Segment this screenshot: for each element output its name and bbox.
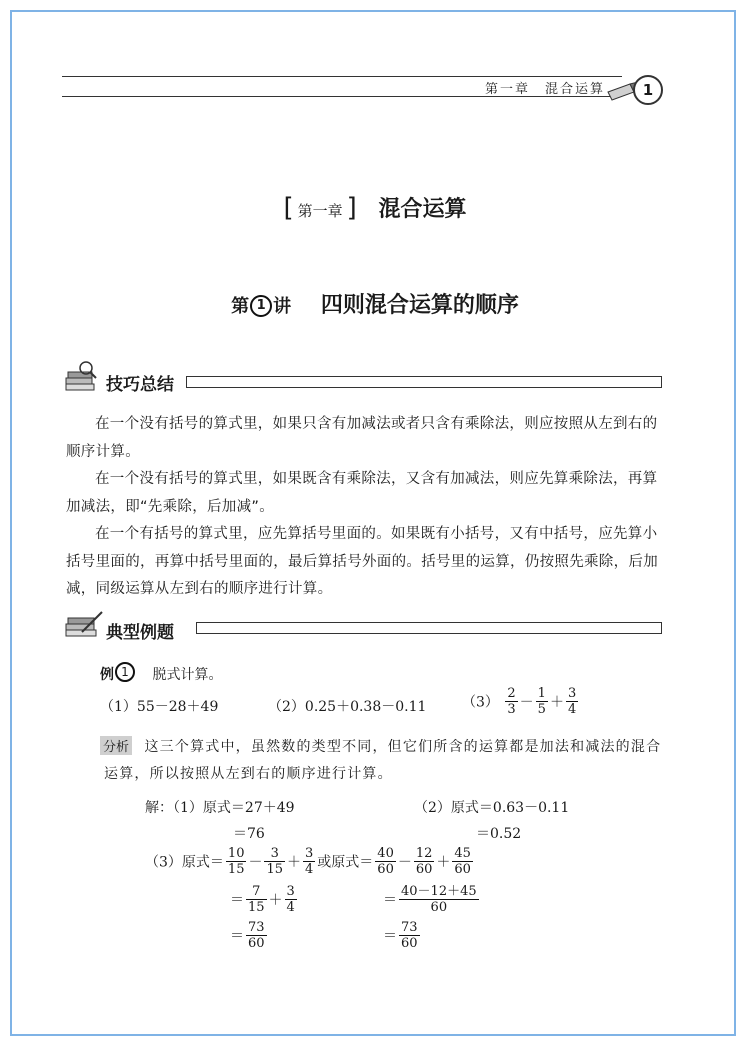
- operator: －: [248, 854, 263, 871]
- examples-section-header: [68, 616, 662, 643]
- analysis-line-1: [100, 736, 661, 756]
- fraction: [246, 920, 267, 951]
- running-header: 第一章 混合运算: [484, 82, 605, 97]
- solution-3-label: （3）原式＝: [145, 854, 224, 871]
- operator: ＋: [287, 854, 302, 871]
- denominator: 15: [266, 862, 284, 877]
- denominator: 4: [305, 862, 314, 877]
- skills-paragraph-3: 在一个有括号的算式里，应先算括号里面的。如果既有小括号，又有中括号，应先算小括号里面的，再算中括号里面的，最后算括号外面的。括号里的运算，仍按照先乘除，后加减，同级运算从左到右的顺序进行计算。: [66, 526, 658, 597]
- lecture-number: 1: [250, 295, 272, 317]
- lecture-title: 四则混合运算的顺序: [320, 293, 519, 318]
- operator: ＋: [436, 854, 451, 871]
- fraction: [264, 846, 285, 877]
- analysis-tag: 分析: [100, 736, 132, 755]
- equals: ＝: [230, 928, 244, 945]
- fraction: [452, 846, 473, 877]
- lecture-prefix-left: 第: [231, 296, 250, 317]
- operator: ＋: [268, 892, 283, 909]
- bracket-left-icon: [: [283, 193, 294, 223]
- fraction: [375, 846, 396, 877]
- lecture-heading: [0, 288, 750, 319]
- numerator: 10: [227, 846, 245, 861]
- denominator: 60: [377, 862, 394, 877]
- denominator: 4: [286, 900, 295, 915]
- numerator: 1: [537, 686, 546, 701]
- denominator: 4: [567, 702, 577, 717]
- example-prefix: 例: [100, 667, 114, 683]
- chapter-heading: [0, 192, 750, 223]
- fraction: [566, 686, 578, 717]
- page-number: 1: [633, 75, 663, 105]
- books-pen-icon: [64, 610, 104, 638]
- skills-section-header: [68, 368, 662, 395]
- alternative-label: 或原式＝: [317, 854, 374, 871]
- numerator: 45: [454, 846, 471, 861]
- denominator: 60: [415, 862, 433, 877]
- fraction: [399, 920, 420, 951]
- operator: －: [397, 854, 412, 871]
- lecture-prefix-right: 讲: [273, 296, 292, 317]
- numerator: 73: [248, 920, 265, 935]
- denominator: 15: [248, 900, 265, 915]
- operator: ＋: [549, 694, 564, 711]
- fraction: [505, 686, 517, 717]
- solution-3-line-3-right: [383, 920, 422, 951]
- solution-3-line-1: [145, 846, 475, 877]
- fraction: [536, 686, 548, 717]
- books-magnifier-icon: [64, 360, 100, 392]
- skills-heading: 技巧总结: [106, 375, 174, 395]
- solution-2-line-1: （2）原式＝0.63－0.11: [414, 800, 570, 816]
- analysis-line-2: 运算，所以按照从左到右的顺序进行计算。: [104, 766, 393, 782]
- solution-1-line-2: ＝76: [233, 826, 265, 842]
- solution-2-line-2: ＝0.52: [476, 826, 522, 842]
- problem-1: （1）55－28＋49: [100, 699, 219, 715]
- denominator: 60: [248, 936, 265, 951]
- solution-3-line-3-left: [230, 920, 269, 951]
- solution-3-line-2-right: [383, 884, 481, 915]
- examples-heading-bar: [196, 622, 662, 634]
- fraction: [285, 884, 297, 915]
- numerator: 3: [305, 846, 314, 861]
- operator: －: [519, 694, 534, 711]
- skills-paragraph-1: 在一个没有括号的算式里，如果只含有加减法或者只含有乘除法，则应按照从左到右的顺序计算。: [66, 416, 658, 460]
- example-1-label: [100, 662, 222, 684]
- denominator: 3: [507, 702, 516, 717]
- numerator: 2: [507, 686, 516, 701]
- examples-heading: 典型例题: [106, 623, 174, 643]
- denominator: 5: [537, 702, 546, 717]
- numerator: 3: [264, 846, 285, 862]
- fraction: [399, 884, 479, 915]
- equals: ＝: [383, 892, 397, 909]
- problem-3-label: （3）: [462, 694, 499, 711]
- numerator: 40－12＋45: [401, 884, 477, 899]
- fraction: [303, 846, 315, 877]
- chapter-title: 混合运算: [378, 197, 467, 222]
- denominator: 60: [401, 936, 418, 951]
- denominator: 15: [227, 862, 245, 877]
- solution-3-line-2-left: [230, 884, 299, 915]
- skills-paragraph-2: 在一个没有括号的算式里，如果既含有乘除法，又含有加减法，则应先算乘除法，再算加减法，即“先乘除，后加减”。: [66, 471, 658, 515]
- fraction: [414, 846, 435, 877]
- problem-3: [462, 686, 580, 717]
- numerator: 73: [401, 920, 418, 935]
- denominator: 60: [454, 862, 471, 877]
- numerator: 40: [377, 846, 394, 861]
- denominator: 60: [430, 900, 448, 915]
- example-instruction: 脱式计算。: [152, 667, 223, 683]
- skills-heading-bar: [186, 376, 662, 388]
- chapter-prefix: 第一章: [297, 202, 343, 220]
- fraction: [246, 884, 267, 915]
- equals: ＝: [230, 892, 244, 909]
- numerator: 3: [286, 884, 295, 899]
- numerator: 3: [567, 686, 577, 701]
- solution-1-line-1: 解：（1）原式＝27＋49: [145, 800, 295, 816]
- header-rule-top: [62, 76, 622, 77]
- analysis-text-1: 这三个算式中，虽然数的类型不同，但它们所含的运算都是加法和减法的混合: [144, 739, 662, 755]
- fraction: [226, 846, 247, 877]
- numerator: 7: [246, 884, 267, 900]
- bracket-right-icon: ]: [346, 193, 357, 223]
- numerator: 12: [415, 846, 433, 861]
- equals: ＝: [383, 928, 397, 945]
- example-number: 1: [115, 662, 135, 682]
- problem-2: （2）0.25＋0.38－0.11: [268, 699, 427, 715]
